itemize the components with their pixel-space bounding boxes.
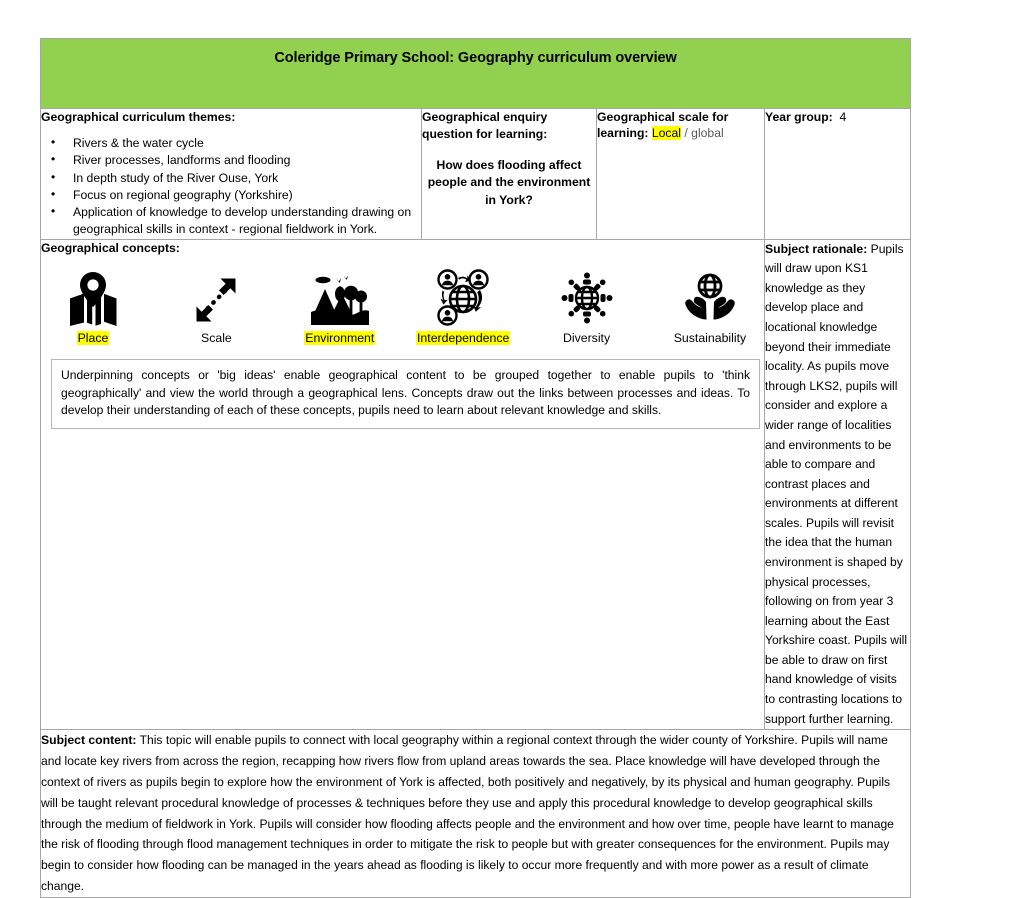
underpinning-concepts-text: Underpinning concepts or 'big ideas' enable geographical content to be grouped together to enable pupils to 'think geographically' and view the world through a geographical lens. Concepts draw out the links between processes and ideas. To develop their understanding of each of these concepts, pupils need to learn about relevant knowledge and skills. [61, 368, 750, 418]
page-title: Coleridge Primary School: Geography curriculum overview [274, 50, 677, 66]
list-item: • River processes, landforms and flooding [65, 152, 421, 169]
list-item: • Application of knowledge to develop understanding drawing on geographical skills in context - regional fieldwork in York. [65, 204, 421, 238]
curriculum-overview-table [40, 38, 911, 898]
map-pin-icon [67, 268, 119, 326]
landscape-trees-icon [309, 268, 371, 326]
curriculum-themes-list [41, 135, 421, 238]
enquiry-label-line2: question for learning: [422, 127, 548, 142]
concept-environment [294, 268, 386, 346]
overview-row [41, 109, 911, 240]
subject-rationale-text: Pupils will draw upon KS1 knowledge as they develop place and locational knowledge beyond their immediate locality. As pupils move through LKS2, pupils will consider and explore a wider range of localities and environments to be able to compare and contrast places and environments at different scales. Pupils will revisit the idea that the human environment is shaped by physical processes, following on from year 3 learning about the East Yorkshire coast. Pupils will be able to draw on first hand knowledge of visits to contrasting locations to support further learning. [765, 241, 908, 726]
hands-globe-icon [682, 268, 738, 326]
year-group-cell [765, 109, 911, 240]
concept-label: Environment [305, 330, 375, 345]
curriculum-themes-cell [41, 109, 422, 240]
geographical-scale-cell [597, 109, 765, 240]
subject-content-cell [41, 730, 911, 898]
concept-scale [170, 268, 262, 346]
list-item: • Rivers & the water cycle [65, 135, 421, 152]
scale-separator: / [681, 126, 692, 141]
table-header-row [41, 39, 911, 109]
scale-label-line1: Geographical scale for [597, 110, 729, 124]
year-group-label: Year group: [765, 110, 833, 124]
concept-interdependence [417, 268, 509, 346]
subject-rationale-cell [765, 239, 911, 730]
enquiry-question-cell [422, 109, 597, 240]
concept-label: Scale [201, 330, 232, 345]
concept-place [47, 268, 139, 346]
concept-diversity [541, 268, 633, 346]
diagonal-arrows-icon [190, 268, 242, 326]
subject-content-row [41, 730, 911, 898]
document-header-cell [41, 39, 911, 109]
subject-content-text: This topic will enable pupils to connect with local geography within a regional context through the wider county of Yorkshire. Pupils will name and locate key rivers from across the region, recapping how rivers flow from upland areas towards the sea. Place knowledge will have developed through the context of rivers as pupils begin to explore how the environment of York is affected, both positively and negatively, by its physical and human geography. Pupils will be taught relevant procedural knowledge of processes & techniques before they use and apply this procedural knowledge to develop geographical skills through the medium of fieldwork in York. Pupils will consider how flooding affects people and the environment and how over time, people have learnt to manage the risk of flooding through flood management techniques in order to mitigate the risk to people but with greater consequences for the environment. Pupils may begin to consider how flooding can be managed in the years ahead as flooding is likely to occur more frequently and with more power as a result of climate change. [41, 733, 894, 893]
list-item: • Focus on regional geography (Yorkshire) [65, 187, 421, 204]
curriculum-themes-label: Geographical curriculum themes: [41, 110, 236, 124]
underpinning-concepts-box [51, 359, 760, 429]
scale-value-global: global [691, 126, 724, 141]
year-group-value: 4 [839, 110, 847, 124]
concept-label: Interdependence [417, 330, 510, 345]
concept-label: Diversity [562, 330, 611, 345]
scale-value-line [597, 125, 764, 142]
globe-people-arrows-icon [434, 268, 492, 326]
enquiry-question-text: How does flooding affect people and the environment in York? [427, 157, 591, 208]
scale-value-local: Local [651, 126, 681, 141]
geographical-concepts-cell [41, 239, 765, 730]
concepts-rationale-row [41, 239, 911, 730]
concept-label: Place [77, 330, 109, 345]
subject-rationale-label: Subject rationale: [765, 241, 868, 256]
globe-people-radial-icon [559, 268, 615, 326]
year-group-line [765, 109, 910, 126]
concept-label: Sustainability [673, 330, 747, 345]
concepts-icon-row [47, 268, 756, 346]
subject-rationale-paragraph [765, 240, 910, 730]
geographical-concepts-label: Geographical concepts: [41, 240, 180, 255]
scale-label-line2: learning: [597, 126, 649, 141]
subject-content-paragraph [41, 730, 910, 897]
concept-sustainability [664, 268, 756, 346]
subject-content-label: Subject content: [41, 733, 137, 748]
list-item: • In depth study of the River Ouse, York [65, 170, 421, 187]
enquiry-label-line1: Geographical enquiry [422, 110, 548, 124]
